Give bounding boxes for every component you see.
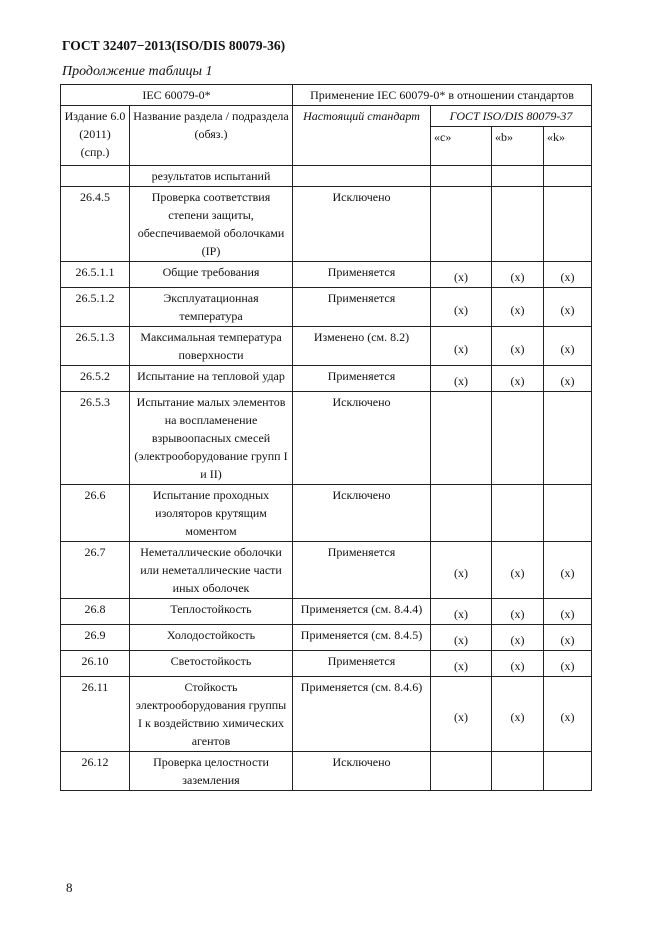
row-mark-c: (x) — [431, 542, 492, 599]
row-section-name: Стойкость электрооборудования группы I к воздействию химических агентов — [130, 677, 293, 752]
row-section-number: 26.6 — [61, 485, 130, 542]
row-section-name: результатов испытаний — [130, 166, 293, 187]
col-header-c: «c» — [431, 127, 492, 166]
row-application: Применяется — [293, 542, 431, 599]
col-header-section: Название раздела / подраздела (обяз.) — [130, 106, 293, 166]
row-mark-b: (x) — [492, 327, 544, 366]
row-section-name: Максимальная температура поверхности — [130, 327, 293, 366]
standards-table — [60, 84, 592, 791]
row-application: Исключено — [293, 485, 431, 542]
row-mark-b: (x) — [492, 677, 544, 752]
table-row — [61, 677, 592, 752]
row-mark-k — [544, 392, 592, 485]
row-mark-c — [431, 187, 492, 262]
row-section-number — [61, 166, 130, 187]
row-mark-c: (x) — [431, 288, 492, 327]
row-mark-c — [431, 485, 492, 542]
row-section-name: Светостойкость — [130, 651, 293, 677]
row-section-number: 26.5.1.1 — [61, 262, 130, 288]
row-application: Исключено — [293, 187, 431, 262]
table-row — [61, 752, 592, 791]
table-column-header — [61, 106, 592, 127]
row-mark-c: (x) — [431, 651, 492, 677]
row-section-number: 26.5.1.2 — [61, 288, 130, 327]
group-header-iec: IEC 60079-0* — [61, 85, 293, 106]
row-mark-k: (x) — [544, 542, 592, 599]
table-row — [61, 392, 592, 485]
row-mark-c: (x) — [431, 366, 492, 392]
row-mark-b: (x) — [492, 651, 544, 677]
row-application: Применяется (см. 8.4.5) — [293, 625, 431, 651]
col-header-this-standard: Настоящий стандарт — [293, 106, 431, 166]
row-section-name: Испытание на тепловой удар — [130, 366, 293, 392]
row-section-name: Холодостойкость — [130, 625, 293, 651]
row-mark-b: (x) — [492, 288, 544, 327]
row-mark-k: (x) — [544, 677, 592, 752]
row-section-name: Проверка соответствия степени защиты, обеспечиваемой оболочками (IP) — [130, 187, 293, 262]
table-row — [61, 327, 592, 366]
row-mark-b — [492, 187, 544, 262]
row-mark-c — [431, 166, 492, 187]
row-section-number: 26.11 — [61, 677, 130, 752]
row-mark-b — [492, 166, 544, 187]
row-application: Применяется — [293, 288, 431, 327]
row-mark-c: (x) — [431, 625, 492, 651]
page-number: 8 — [66, 880, 73, 895]
table-row — [61, 485, 592, 542]
table-group-header — [61, 85, 592, 106]
document-header: ГОСТ 32407−2013(ISO/DIS 80079-36) — [62, 38, 286, 53]
row-mark-b: (x) — [492, 599, 544, 625]
row-application: Применяется (см. 8.4.4) — [293, 599, 431, 625]
row-mark-k: (x) — [544, 262, 592, 288]
row-mark-k: (x) — [544, 327, 592, 366]
row-mark-k — [544, 752, 592, 791]
row-mark-c — [431, 392, 492, 485]
row-section-name: Испытание малых элементов на воспламенение взрывоопасных смесей (электрооборудование групп I и II) — [130, 392, 293, 485]
row-application — [293, 166, 431, 187]
row-section-number: 26.4.5 — [61, 187, 130, 262]
table-row — [61, 542, 592, 599]
row-section-number: 26.5.1.3 — [61, 327, 130, 366]
table-body — [61, 166, 592, 791]
table-row — [61, 366, 592, 392]
row-application: Применяется (см. 8.4.6) — [293, 677, 431, 752]
row-section-number: 26.12 — [61, 752, 130, 791]
table-row — [61, 599, 592, 625]
row-section-name: Неметаллические оболочки или неметаллические части иных оболочек — [130, 542, 293, 599]
row-application: Исключено — [293, 752, 431, 791]
row-section-number: 26.7 — [61, 542, 130, 599]
col-header-b: «b» — [492, 127, 544, 166]
row-application: Изменено (см. 8.2) — [293, 327, 431, 366]
row-mark-k — [544, 166, 592, 187]
table-row — [61, 166, 592, 187]
row-mark-b: (x) — [492, 262, 544, 288]
row-section-name: Общие требования — [130, 262, 293, 288]
table-row — [61, 187, 592, 262]
col-header-edition: Издание 6.0 (2011) (спр.) — [61, 106, 130, 166]
row-section-name: Теплостойкость — [130, 599, 293, 625]
row-mark-c — [431, 752, 492, 791]
col-header-k: «k» — [544, 127, 592, 166]
row-mark-k: (x) — [544, 625, 592, 651]
row-section-name: Проверка целостности заземления — [130, 752, 293, 791]
row-application: Применяется — [293, 651, 431, 677]
row-mark-b — [492, 752, 544, 791]
group-header-application: Применение IEC 60079-0* в отношении стандартов — [293, 85, 592, 106]
row-application: Применяется — [293, 262, 431, 288]
table-row — [61, 262, 592, 288]
row-mark-k: (x) — [544, 599, 592, 625]
row-mark-b — [492, 392, 544, 485]
row-section-number: 26.8 — [61, 599, 130, 625]
row-section-name: Эксплуатационная температура — [130, 288, 293, 327]
row-section-number: 26.9 — [61, 625, 130, 651]
row-mark-k — [544, 485, 592, 542]
table-row — [61, 625, 592, 651]
row-application: Применяется — [293, 366, 431, 392]
row-mark-k: (x) — [544, 651, 592, 677]
row-mark-k: (x) — [544, 366, 592, 392]
row-mark-k — [544, 187, 592, 262]
row-mark-b — [492, 485, 544, 542]
row-application: Исключено — [293, 392, 431, 485]
row-section-name: Испытание проходных изоляторов крутящим моментом — [130, 485, 293, 542]
table-row — [61, 651, 592, 677]
row-mark-c: (x) — [431, 327, 492, 366]
row-mark-c: (x) — [431, 599, 492, 625]
row-mark-c: (x) — [431, 262, 492, 288]
col-header-gost-group: ГОСТ ISO/DIS 80079-37 — [431, 106, 592, 127]
row-section-number: 26.10 — [61, 651, 130, 677]
row-mark-b: (x) — [492, 366, 544, 392]
table-row — [61, 288, 592, 327]
row-mark-k: (x) — [544, 288, 592, 327]
table-continuation-caption: Продолжение таблицы 1 — [62, 64, 213, 79]
row-mark-b: (x) — [492, 542, 544, 599]
row-mark-b: (x) — [492, 625, 544, 651]
row-section-number: 26.5.3 — [61, 392, 130, 485]
row-section-number: 26.5.2 — [61, 366, 130, 392]
row-mark-c: (x) — [431, 677, 492, 752]
